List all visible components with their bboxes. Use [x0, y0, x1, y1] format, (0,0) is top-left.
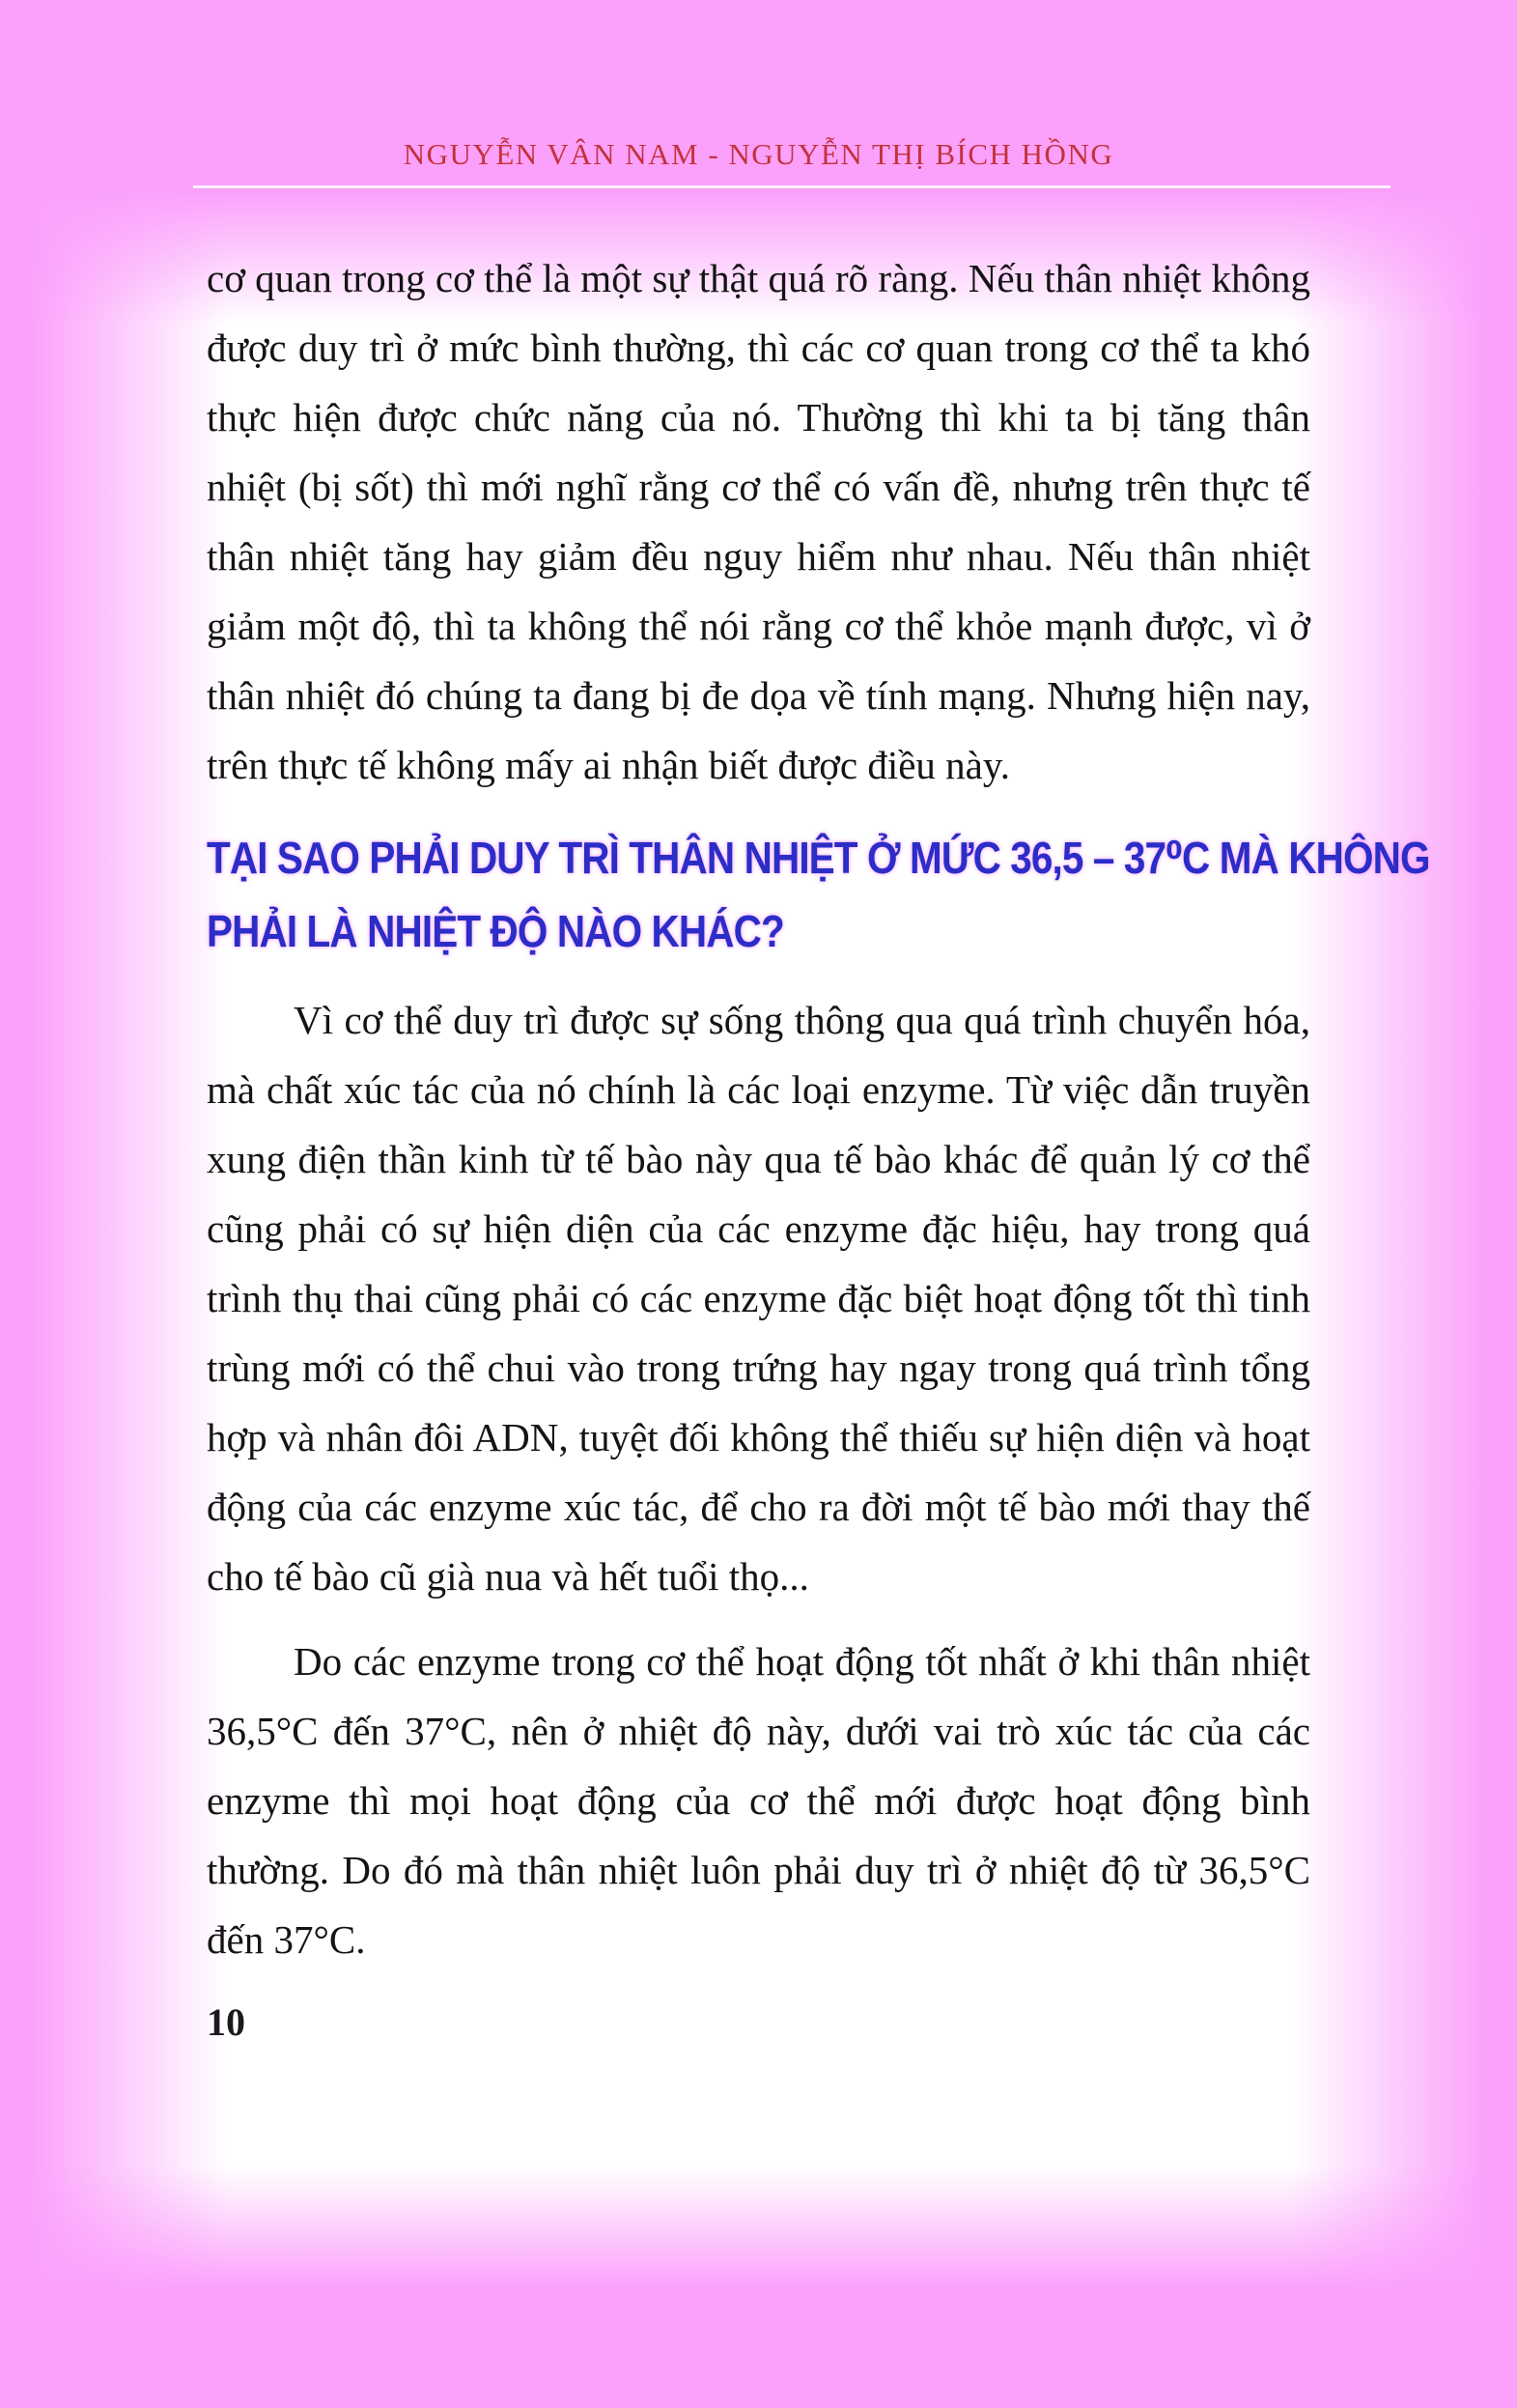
section-heading-line2: PHẢI LÀ NHIỆT ĐỘ NÀO KHÁC? — [207, 906, 784, 956]
page-number: 10 — [207, 2000, 245, 2044]
page-content — [0, 243, 1517, 1974]
section-heading-line1: TẠI SAO PHẢI DUY TRÌ THÂN NHIỆT Ở MỨC 36,5 – 37⁰C MÀ KHÔNG — [207, 833, 1430, 883]
header-divider — [193, 185, 1391, 189]
section-heading — [207, 821, 1430, 968]
paragraph-enzymes-role: Vì cơ thể duy trì được sự sống thông qua quá trình chuyển hóa, mà chất xúc tác của nó chính là các loại enzyme. Từ việc dẫn truyền xung điện thần kinh từ tế bào này qua tế bào khác để quản lý cơ thể cũng phải có sự hiện diện của các enzyme đặc hiệu, hay trong quá trình thụ thai cũng phải có các enzyme đặc biệt hoạt động tốt thì tinh trùng mới có thể chui vào trong trứng hay ngay trong quá trình tổng hợp và nhân đôi ADN, tuyệt đối không thể thiếu sự hiện diện và hoạt động của các enzyme xúc tác, để cho ra đời một tế bào mới thay thế cho tế bào cũ già nua và hết tuổi thọ... — [207, 998, 1310, 1599]
paragraph-body-temperature-importance: cơ quan trong cơ thể là một sự thật quá rõ ràng. Nếu thân nhiệt không được duy trì ở mức bình thường, thì các cơ quan trong cơ thể ta khó thực hiện được chức năng của nó. Thường thì khi ta bị tăng thân nhiệt (bị sốt) thì mới nghĩ rằng cơ thể có vấn đề, nhưng trên thực tế thân nhiệt tăng hay giảm đều nguy hiểm như nhau. Nếu thân nhiệt giảm một độ, thì ta không thể nói rằng cơ thể khỏe mạnh được, vì ở thân nhiệt đó chúng ta đang bị đe dọa về tính mạng. Nhưng hiện nay, trên thực tế không mấy ai nhận biết được điều này. — [207, 256, 1310, 787]
header-authors: NGUYỄN VÂN NAM - NGUYỄN THỊ BÍCH HỒNG — [403, 137, 1114, 171]
paragraph-optimal-temperature: Do các enzyme trong cơ thể hoạt động tốt nhất ở khi thân nhiệt 36,5°C đến 37°C, nên ở nhiệt độ này, dưới vai trò xúc tác của các enzyme thì mọi hoạt động của cơ thể mới được hoạt động bình thường. Do đó mà thân nhiệt luôn phải duy trì ở nhiệt độ từ 36,5°C đến 37°C. — [207, 1639, 1310, 1962]
